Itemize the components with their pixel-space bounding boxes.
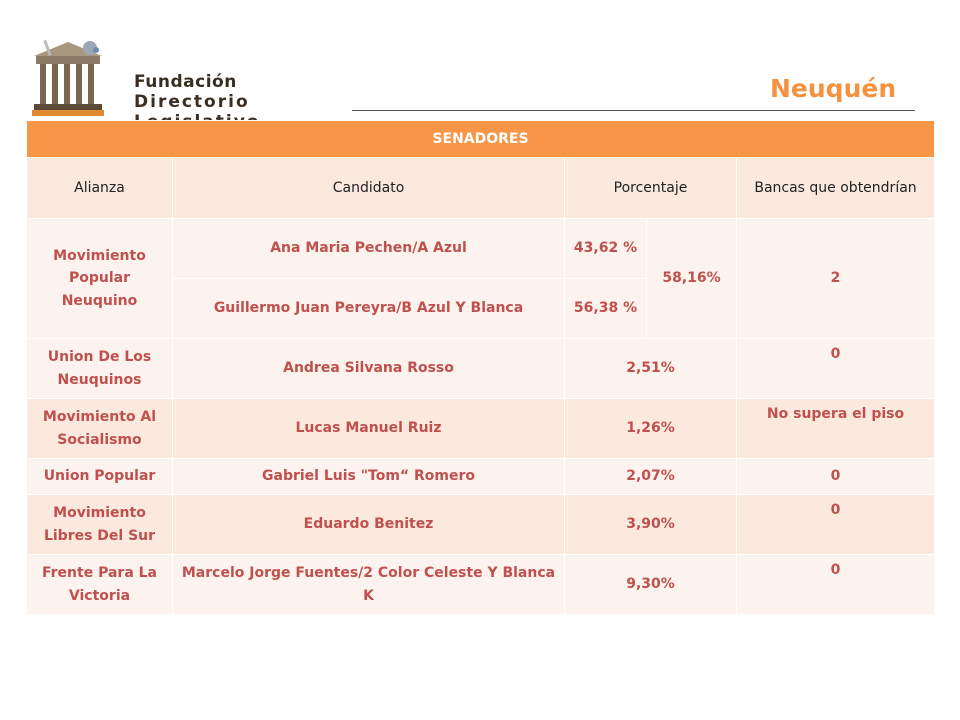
table-header-row [27,121,935,158]
candidato-cell: Guillermo Juan Pereyra/B Azul Y Blanca [173,279,565,339]
alianza-cell: Movimiento Al Socialismo [27,399,173,459]
candidato-cell: Eduardo Benitez [173,495,565,555]
bancas-cell: 2 [737,219,935,339]
col-header-bancas: Bancas que obtendrían [737,158,935,219]
bancas-cell: 0 [737,339,935,399]
building-logo-icon [30,36,130,120]
alianza-cell: Movimiento Libres Del Sur [27,495,173,555]
bancas-cell: No supera el piso [737,399,935,459]
candidato-cell: Andrea Silvana Rosso [173,339,565,399]
candidate-pct-cell: 56,38 % [565,279,647,339]
bancas-cell: 0 [737,459,935,495]
table-row [27,219,935,279]
col-header-alianza: Alianza [27,158,173,219]
alianza-cell: Frente Para La Victoria [27,555,173,615]
bancas-cell: 0 [737,555,935,615]
candidate-pct-cell: 43,62 % [565,219,647,279]
porcentaje-cell: 3,90% [565,495,737,555]
table-row [27,555,935,615]
porcentaje-cell: 9,30% [565,555,737,615]
table-row [27,399,935,459]
page-title: Neuquén [770,74,897,103]
candidato-cell: Gabriel Luis "Tom“ Romero [173,459,565,495]
porcentaje-cell: 2,07% [565,459,737,495]
col-header-porcentaje: Porcentaje [565,158,737,219]
logo [30,36,350,120]
col-header-candidato: Candidato [173,158,565,219]
alianza-cell: Union De Los Neuquinos [27,339,173,399]
table-row [27,459,935,495]
porcentaje-cell: 2,51% [565,339,737,399]
candidato-cell: Marcelo Jorge Fuentes/2 Color Celeste Y Blanca K [173,555,565,615]
table-row [27,495,935,555]
logo-line-2: Directorio [134,92,250,112]
table-row [27,339,935,399]
porcentaje-cell: 58,16% [647,219,737,339]
porcentaje-cell: 1,26% [565,399,737,459]
alianza-cell: Movimiento Popular Neuquino [27,219,173,339]
column-header-row [27,158,935,219]
candidato-cell: Lucas Manuel Ruiz [173,399,565,459]
logo-line-1: Fundación [134,72,237,92]
alianza-cell: Union Popular [27,459,173,495]
results-table [26,120,935,615]
bancas-cell: 0 [737,495,935,555]
table-header-senadores: SENADORES [27,121,935,158]
candidato-cell: Ana Maria Pechen/A Azul [173,219,565,279]
title-divider [352,110,915,111]
